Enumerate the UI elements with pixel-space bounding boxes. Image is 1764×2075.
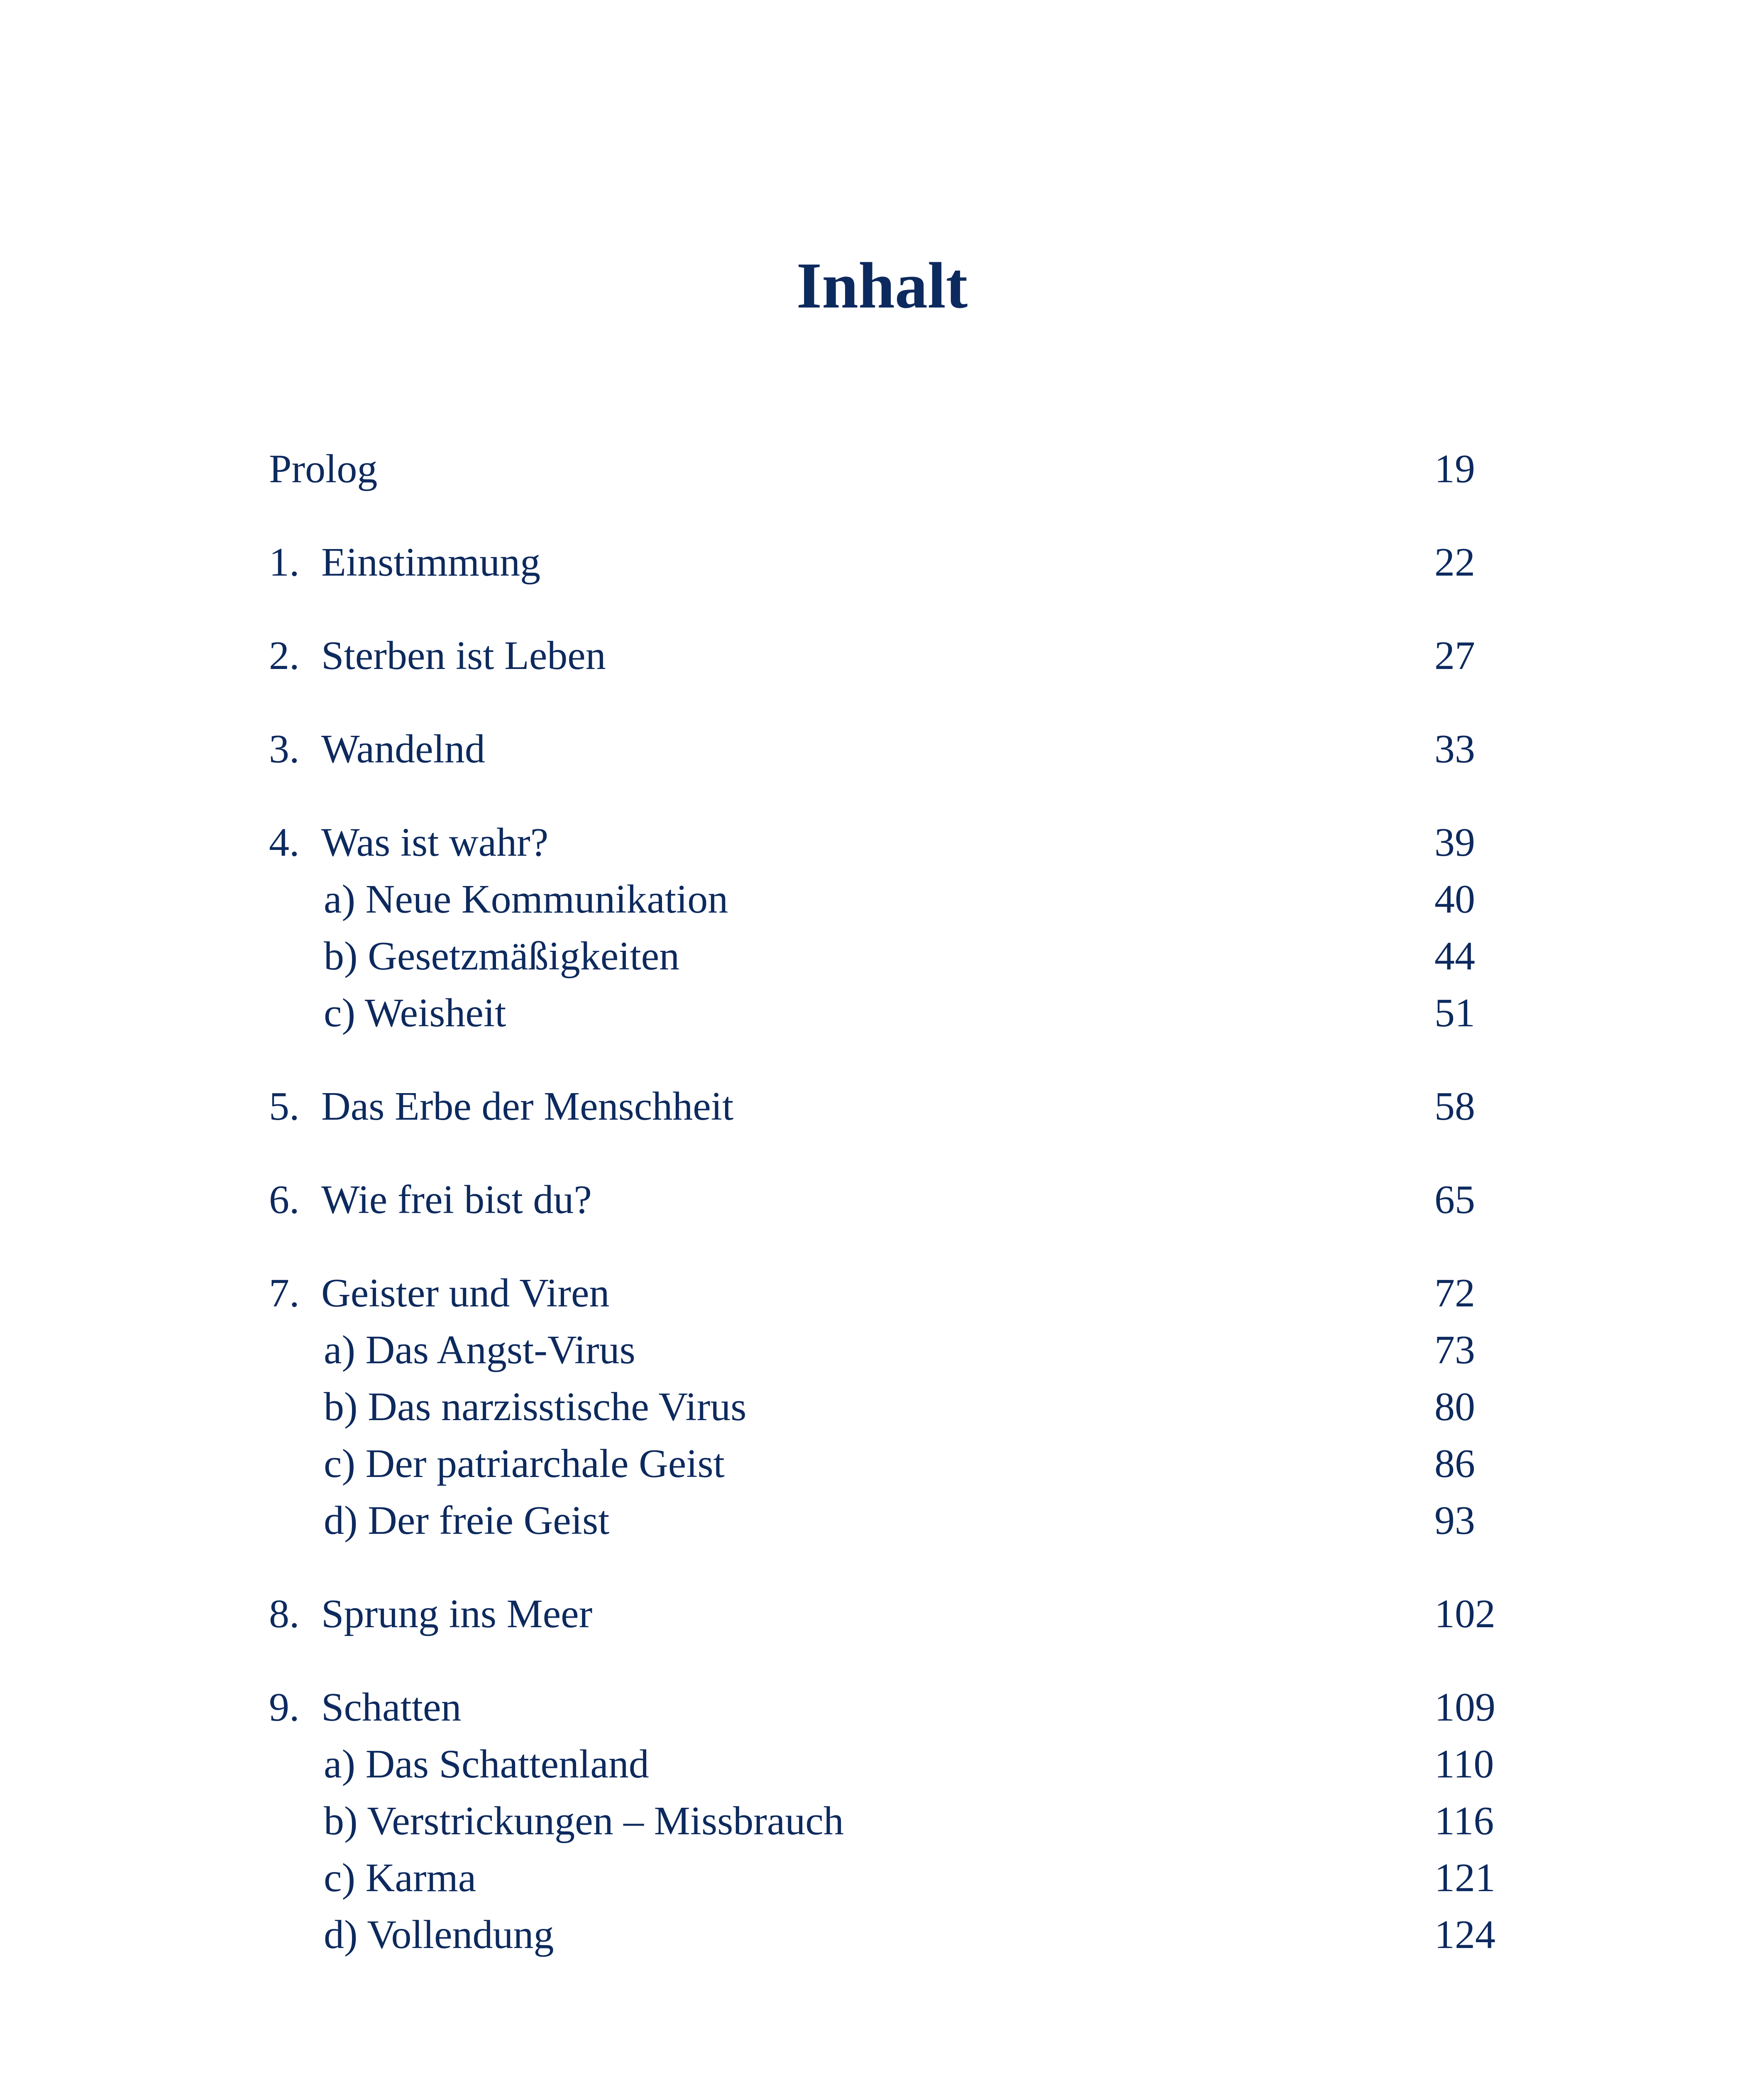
toc-entry-label: a) Das Angst-Virus [324,1328,635,1372]
toc-entry-label: d) Vollendung [324,1912,554,1957]
toc-subentry[interactable] [269,1850,1522,1907]
toc-entry[interactable] [269,1586,1522,1643]
toc-entry[interactable] [269,1078,1522,1135]
toc-entry[interactable] [269,1679,1522,1736]
toc-entry[interactable] [269,441,1522,498]
toc-entry-label: c) Karma [324,1855,476,1900]
toc-entry-number: 6. [269,1177,300,1222]
toc-subentry[interactable] [269,1907,1522,1963]
toc-entry-number: 5. [269,1084,300,1129]
toc-group [269,1078,1522,1135]
toc-entry-page-number: 86 [1434,1441,1475,1486]
toc-group [269,1586,1522,1643]
toc-entry-page-number: 58 [1434,1084,1475,1129]
toc-entry-number: 4. [269,820,300,865]
toc-group [269,534,1522,591]
toc-entry-label: c) Weisheit [324,991,506,1035]
toc-entry-label: Prolog [269,447,378,491]
toc-group [269,1172,1522,1228]
toc-entry-label: Geister und Viren [321,1271,610,1316]
toc-entry-page-number: 109 [1434,1685,1495,1730]
toc-entry-label: a) Neue Kommunikation [324,877,728,922]
toc-entry-label: b) Das narzisstische Virus [324,1384,747,1429]
toc-entry-label: a) Das Schattenland [324,1742,649,1787]
toc-group [269,1265,1522,1549]
toc-entry-number: 3. [269,727,300,771]
toc-entry-page-number: 80 [1434,1384,1475,1429]
toc-entry-number: 1. [269,540,300,585]
toc-entry-page-number: 40 [1434,877,1475,922]
toc-group [269,814,1522,1042]
toc-subentry[interactable] [269,1379,1522,1435]
toc-entry[interactable] [269,1172,1522,1228]
toc-entry-page-number: 65 [1434,1177,1475,1222]
toc-entry-page-number: 93 [1434,1498,1475,1543]
toc-entry-label: Einstimmung [321,540,541,585]
toc-entry-number: 9. [269,1685,300,1730]
toc-entry-label: Das Erbe der Menschheit [321,1084,734,1129]
toc-entry-page-number: 124 [1434,1912,1495,1957]
toc-entry-label: c) Der patriarchale Geist [324,1441,725,1486]
toc-entry-number: 2. [269,633,300,678]
toc-subentry[interactable] [269,871,1522,928]
toc-entry-label: d) Der freie Geist [324,1498,610,1543]
toc-entry-label: Sprung ins Meer [321,1592,593,1636]
toc-entry-page-number: 22 [1434,540,1475,585]
table-of-contents [269,441,1522,2000]
toc-group [269,721,1522,778]
toc-entry-page-number: 72 [1434,1271,1475,1316]
toc-entry-page-number: 102 [1434,1592,1495,1636]
toc-entry[interactable] [269,534,1522,591]
toc-entry-page-number: 33 [1434,727,1475,771]
toc-entry[interactable] [269,1265,1522,1322]
toc-entry-label: Wie frei bist du? [321,1177,592,1222]
toc-group [269,627,1522,684]
toc-entry-label: b) Verstrickungen – Missbrauch [324,1799,844,1843]
toc-entry[interactable] [269,627,1522,684]
toc-subentry[interactable] [269,1322,1522,1379]
toc-entry-page-number: 73 [1434,1328,1475,1372]
toc-entry-number: 7. [269,1271,300,1316]
toc-entry-page-number: 51 [1434,991,1475,1035]
toc-entry-page-number: 116 [1434,1799,1494,1843]
toc-subentry[interactable] [269,1793,1522,1850]
toc-group [269,1679,1522,1963]
toc-subentry[interactable] [269,1492,1522,1549]
toc-entry[interactable] [269,814,1522,871]
toc-entry-label: Schatten [321,1685,462,1730]
toc-entry-page-number: 44 [1434,934,1475,979]
page-title: Inhalt [796,249,968,322]
toc-subentry[interactable] [269,1435,1522,1492]
toc-entry-number: 8. [269,1592,300,1636]
toc-entry-label: Was ist wahr? [321,820,549,865]
toc-entry-page-number: 39 [1434,820,1475,865]
toc-entry-page-number: 121 [1434,1855,1495,1900]
toc-entry[interactable] [269,721,1522,778]
toc-entry-page-number: 110 [1434,1742,1494,1787]
toc-group [269,441,1522,498]
toc-entry-label: b) Gesetzmäßigkeiten [324,934,680,979]
toc-entry-label: Wandelnd [321,727,485,771]
toc-entry-page-number: 19 [1434,447,1475,491]
toc-subentry[interactable] [269,985,1522,1042]
toc-entry-label: Sterben ist Leben [321,633,606,678]
toc-subentry[interactable] [269,928,1522,985]
toc-subentry[interactable] [269,1736,1522,1793]
toc-entry-page-number: 27 [1434,633,1475,678]
